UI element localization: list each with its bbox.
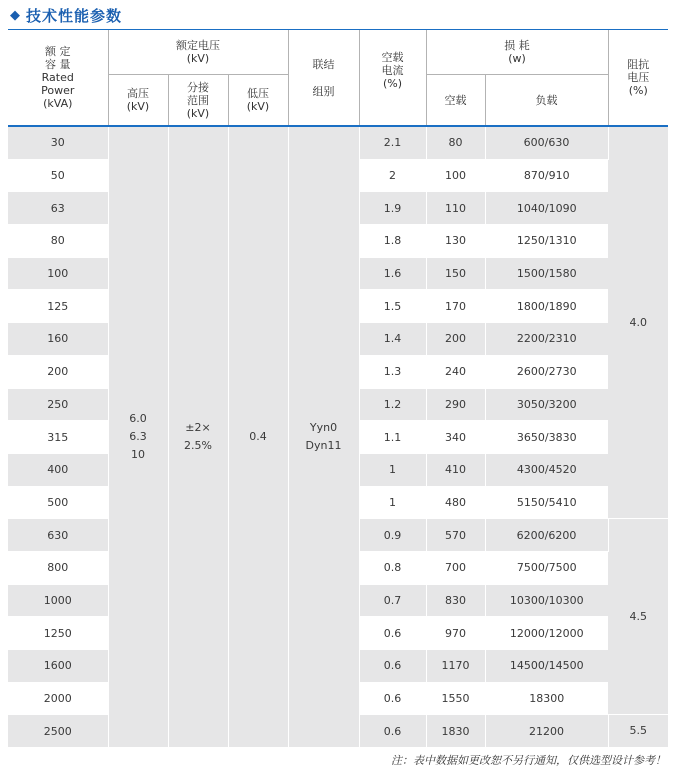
cell-load-loss: 7500/7500 [485,551,608,584]
cell-load-loss: 870/910 [485,159,608,192]
cell-noload-loss: 80 [426,126,485,159]
cell-noload-loss: 200 [426,323,485,356]
cell-capacity: 800 [8,551,108,584]
header-rated-voltage: 额定电压 (kV) [108,30,288,75]
cell-noload-current: 0.6 [359,715,426,748]
cell-lv-voltage: 0.4 [228,126,288,748]
cell-load-loss: 6200/6200 [485,519,608,552]
cell-noload-current: 1 [359,453,426,486]
cell-noload-loss: 1170 [426,650,485,683]
cell-noload-current: 1.3 [359,355,426,388]
cell-load-loss: 3650/3830 [485,421,608,454]
cell-capacity: 2500 [8,715,108,748]
header-hv: 高压 (kV) [108,75,168,127]
diamond-bullet-icon: ◆ [10,7,21,23]
cell-noload-loss: 480 [426,486,485,519]
table-row [8,126,668,159]
cell-capacity: 400 [8,453,108,486]
cell-load-loss: 21200 [485,715,608,748]
cell-noload-current: 1 [359,486,426,519]
cell-load-loss: 600/630 [485,126,608,159]
cell-impedance: 4.0 [608,126,668,519]
cell-noload-loss: 410 [426,453,485,486]
cell-load-loss: 14500/14500 [485,650,608,683]
cell-noload-current: 0.6 [359,650,426,683]
header-noload-loss: 空载 [426,75,485,127]
cell-noload-loss: 170 [426,290,485,323]
cell-capacity: 1250 [8,617,108,650]
cell-noload-loss: 100 [426,159,485,192]
header-load-loss: 负载 [485,75,608,127]
header-tap: 分接 范围 (kV) [168,75,228,127]
cell-hv-voltage: 6.0 6.3 10 [108,126,168,748]
cell-noload-loss: 340 [426,421,485,454]
cell-noload-current: 0.9 [359,519,426,552]
cell-load-loss: 2600/2730 [485,355,608,388]
cell-capacity: 100 [8,257,108,290]
cell-capacity: 1000 [8,584,108,617]
cell-capacity: 500 [8,486,108,519]
cell-noload-current: 0.7 [359,584,426,617]
cell-capacity: 250 [8,388,108,421]
cell-noload-current: 0.6 [359,682,426,715]
header-noload-current: 空载 电流 (%) [359,30,426,126]
header-lv: 低压 (kV) [228,75,288,127]
cell-capacity: 200 [8,355,108,388]
cell-capacity: 50 [8,159,108,192]
cell-load-loss: 1800/1890 [485,290,608,323]
cell-noload-loss: 830 [426,584,485,617]
spec-table [8,30,668,748]
cell-load-loss: 4300/4520 [485,453,608,486]
cell-load-loss: 1500/1580 [485,257,608,290]
cell-impedance: 5.5 [608,715,668,748]
page-title-text: 技术性能参数 [26,6,123,25]
cell-noload-current: 1.4 [359,323,426,356]
cell-noload-current: 2 [359,159,426,192]
table-body [8,126,668,748]
cell-noload-current: 0.6 [359,617,426,650]
cell-load-loss: 5150/5410 [485,486,608,519]
cell-noload-loss: 110 [426,192,485,225]
cell-noload-current: 1.2 [359,388,426,421]
cell-capacity: 80 [8,225,108,258]
cell-noload-current: 1.6 [359,257,426,290]
cell-load-loss: 10300/10300 [485,584,608,617]
cell-load-loss: 3050/3200 [485,388,608,421]
table-header [8,30,668,126]
cell-noload-loss: 570 [426,519,485,552]
cell-capacity: 1600 [8,650,108,683]
footnote: 注：表中数据如更改恕不另行通知，仅供选型设计参考！ [391,754,666,767]
header-impedance: 阻抗 电压 (%) [608,30,668,126]
header-loss: 损 耗 (w) [426,30,608,75]
cell-tap-range: ±2× 2.5% [168,126,228,748]
page-title [10,4,122,26]
cell-noload-loss: 1830 [426,715,485,748]
cell-load-loss: 12000/12000 [485,617,608,650]
cell-noload-current: 1.5 [359,290,426,323]
cell-noload-loss: 150 [426,257,485,290]
cell-noload-loss: 970 [426,617,485,650]
cell-load-loss: 1250/1310 [485,225,608,258]
cell-capacity: 630 [8,519,108,552]
cell-capacity: 2000 [8,682,108,715]
cell-capacity: 160 [8,323,108,356]
cell-capacity: 125 [8,290,108,323]
cell-noload-current: 0.8 [359,551,426,584]
cell-noload-current: 2.1 [359,126,426,159]
cell-noload-loss: 1550 [426,682,485,715]
cell-capacity: 315 [8,421,108,454]
cell-capacity: 30 [8,126,108,159]
cell-load-loss: 18300 [485,682,608,715]
cell-capacity: 63 [8,192,108,225]
cell-load-loss: 1040/1090 [485,192,608,225]
cell-noload-current: 1.9 [359,192,426,225]
cell-noload-loss: 700 [426,551,485,584]
cell-impedance: 4.5 [608,519,668,715]
cell-noload-loss: 290 [426,388,485,421]
header-connection: 联结 组别 [288,30,359,126]
cell-noload-loss: 130 [426,225,485,258]
cell-noload-current: 1.1 [359,421,426,454]
cell-load-loss: 2200/2310 [485,323,608,356]
header-capacity: 额 定 容 量 Rated Power (kVA) [8,30,108,126]
cell-connection: Yyn0 Dyn11 [288,126,359,748]
cell-noload-current: 1.8 [359,225,426,258]
cell-noload-loss: 240 [426,355,485,388]
